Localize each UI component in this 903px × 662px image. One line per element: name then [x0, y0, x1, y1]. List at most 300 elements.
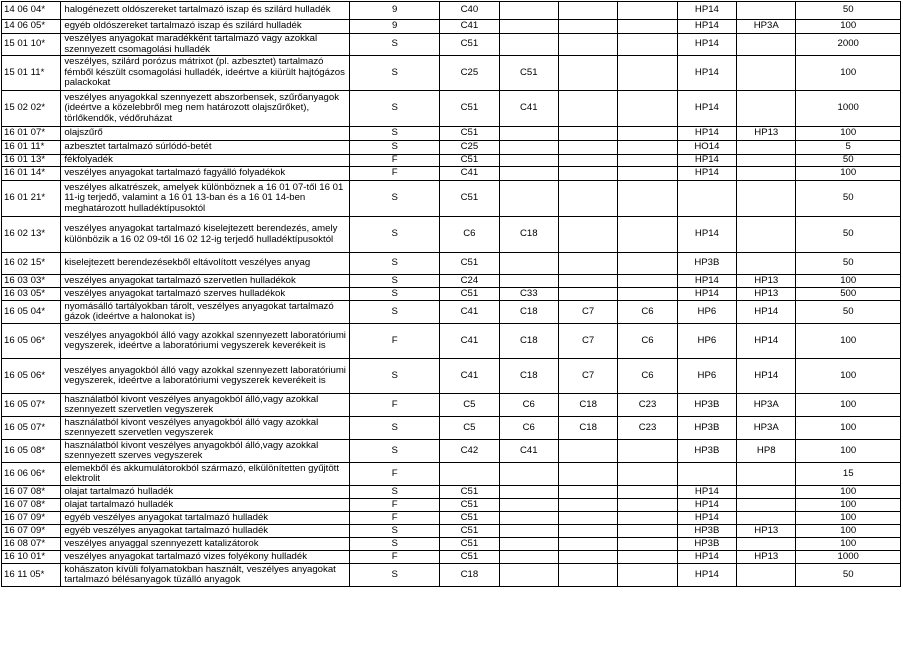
cell-h2: HP13	[737, 275, 796, 288]
cell-qty: 100	[796, 525, 901, 538]
cell-c3	[558, 217, 617, 253]
cell-c3: C7	[558, 359, 617, 394]
cell-c2	[499, 564, 558, 587]
cell-desc: egyéb oldószereket tartalmazó iszap és szilárd hulladék	[61, 20, 350, 34]
cell-code: 16 11 05*	[2, 564, 61, 587]
cell-c4	[618, 20, 677, 34]
cell-c3	[558, 499, 617, 512]
cell-h1: HP3B	[677, 417, 736, 440]
cell-c3	[558, 167, 617, 181]
cell-c1: C41	[440, 20, 499, 34]
cell-code: 16 07 09*	[2, 512, 61, 525]
cell-qty: 100	[796, 486, 901, 499]
table-row	[2, 275, 901, 288]
cell-c1: C5	[440, 394, 499, 417]
cell-c4	[618, 155, 677, 167]
cell-h1: HP3B	[677, 440, 736, 463]
cell-c2	[499, 525, 558, 538]
cell-code: 15 01 11*	[2, 56, 61, 91]
cell-h2: HP13	[737, 288, 796, 301]
cell-c3	[558, 91, 617, 127]
cell-c1: C51	[440, 34, 499, 56]
table-row	[2, 301, 901, 324]
cell-h2: HP14	[737, 301, 796, 324]
cell-h2	[737, 463, 796, 486]
cell-qty: 50	[796, 253, 901, 275]
cell-code: 14 06 04*	[2, 2, 61, 20]
cell-c2: C18	[499, 359, 558, 394]
cell-c1: C51	[440, 127, 499, 141]
cell-c4	[618, 253, 677, 275]
cell-c4	[618, 127, 677, 141]
cell-c1: C51	[440, 499, 499, 512]
cell-c4	[618, 56, 677, 91]
cell-h1: HP14	[677, 486, 736, 499]
cell-h1: HP14	[677, 275, 736, 288]
cell-c4	[618, 538, 677, 551]
cell-h2	[737, 486, 796, 499]
cell-code: 15 02 02*	[2, 91, 61, 127]
cell-h1: HP14	[677, 217, 736, 253]
cell-desc: halogénezett oldószereket tartalmazó iszap és szilárd hulladék	[61, 2, 350, 20]
cell-c4: C6	[618, 324, 677, 359]
cell-code: 16 05 07*	[2, 394, 61, 417]
cell-c3	[558, 486, 617, 499]
table-row	[2, 155, 901, 167]
table-row	[2, 417, 901, 440]
cell-c3	[558, 2, 617, 20]
cell-c2	[499, 463, 558, 486]
cell-c1: C51	[440, 512, 499, 525]
cell-qty: 50	[796, 2, 901, 20]
cell-c2: C6	[499, 394, 558, 417]
cell-c1: C25	[440, 56, 499, 91]
cell-cat: S	[350, 181, 440, 217]
cell-c2	[499, 538, 558, 551]
cell-cat: S	[350, 141, 440, 155]
cell-c1: C51	[440, 551, 499, 564]
cell-c4	[618, 141, 677, 155]
cell-c3	[558, 20, 617, 34]
table-row	[2, 56, 901, 91]
cell-h2	[737, 2, 796, 20]
cell-qty: 50	[796, 217, 901, 253]
cell-c2: C18	[499, 324, 558, 359]
table-row	[2, 463, 901, 486]
cell-c2	[499, 499, 558, 512]
cell-cat: 9	[350, 2, 440, 20]
cell-code: 16 05 06*	[2, 359, 61, 394]
cell-c1: C41	[440, 359, 499, 394]
cell-c1: C40	[440, 2, 499, 20]
cell-desc: veszélyes anyagokat tartalmazó kiselejtezett berendezés, amely különbözik a 16 02 09-től 16 02 12-ig terjedő hulladéktípusoktól	[61, 217, 350, 253]
waste-table-body	[2, 2, 901, 587]
cell-qty: 100	[796, 167, 901, 181]
cell-c2	[499, 486, 558, 499]
cell-h1: HP14	[677, 499, 736, 512]
cell-cat: F	[350, 394, 440, 417]
cell-c4	[618, 167, 677, 181]
table-row	[2, 217, 901, 253]
cell-h1: HP14	[677, 167, 736, 181]
cell-h2	[737, 141, 796, 155]
cell-c3	[558, 56, 617, 91]
cell-qty: 500	[796, 288, 901, 301]
cell-c3	[558, 181, 617, 217]
cell-cat: 9	[350, 20, 440, 34]
cell-h2	[737, 181, 796, 217]
cell-code: 16 01 11*	[2, 141, 61, 155]
cell-desc: olajszűrő	[61, 127, 350, 141]
cell-qty: 50	[796, 564, 901, 587]
cell-c1: C41	[440, 324, 499, 359]
cell-c2: C33	[499, 288, 558, 301]
cell-code: 16 01 13*	[2, 155, 61, 167]
cell-desc: egyéb veszélyes anyagokat tartalmazó hulladék	[61, 525, 350, 538]
cell-qty: 100	[796, 20, 901, 34]
table-row	[2, 512, 901, 525]
cell-c4	[618, 91, 677, 127]
cell-qty: 100	[796, 127, 901, 141]
cell-c3	[558, 141, 617, 155]
cell-h1: HP6	[677, 301, 736, 324]
cell-cat: S	[350, 564, 440, 587]
cell-desc: veszélyes anyagokat maradékként tartalmazó vagy azokkal szennyezett csomagolási hulladék	[61, 34, 350, 56]
cell-c4	[618, 525, 677, 538]
cell-qty: 100	[796, 499, 901, 512]
cell-c3	[558, 564, 617, 587]
cell-c2	[499, 253, 558, 275]
table-row	[2, 253, 901, 275]
cell-code: 16 07 08*	[2, 499, 61, 512]
cell-cat: S	[350, 301, 440, 324]
cell-code: 16 02 15*	[2, 253, 61, 275]
cell-h1: HO14	[677, 141, 736, 155]
cell-h2: HP3A	[737, 394, 796, 417]
cell-h1: HP14	[677, 288, 736, 301]
cell-desc: kohászaton kívüli folyamatokban használt, veszélyes anyagokat tartalmazó bélésanyagok tüzálló anyagok	[61, 564, 350, 587]
cell-qty: 5	[796, 141, 901, 155]
cell-c1: C51	[440, 288, 499, 301]
table-row	[2, 2, 901, 20]
cell-c4: C6	[618, 359, 677, 394]
cell-h1: HP6	[677, 324, 736, 359]
cell-cat: S	[350, 253, 440, 275]
cell-cat: F	[350, 155, 440, 167]
cell-c1: C5	[440, 417, 499, 440]
cell-code: 16 05 04*	[2, 301, 61, 324]
cell-c4	[618, 463, 677, 486]
cell-desc: veszélyes alkatrészek, amelyek különböznek a 16 01 07-től 16 01 11-ig terjedő, valamint a 16 01 13-ban és a 16 01 14-ben meghatározott hulladéktípusoktól	[61, 181, 350, 217]
cell-cat: S	[350, 417, 440, 440]
cell-code: 16 10 01*	[2, 551, 61, 564]
cell-c3	[558, 275, 617, 288]
cell-qty: 100	[796, 417, 901, 440]
cell-h1: HP3B	[677, 253, 736, 275]
cell-desc: azbesztet tartalmazó súrlódó-betét	[61, 141, 350, 155]
cell-code: 16 01 14*	[2, 167, 61, 181]
cell-c4: C23	[618, 417, 677, 440]
cell-c3	[558, 34, 617, 56]
cell-h1	[677, 463, 736, 486]
cell-c2	[499, 127, 558, 141]
cell-c1	[440, 463, 499, 486]
cell-c4	[618, 512, 677, 525]
cell-h1: HP14	[677, 34, 736, 56]
cell-h2: HP14	[737, 359, 796, 394]
table-row	[2, 486, 901, 499]
cell-c2	[499, 275, 558, 288]
cell-code: 16 08 07*	[2, 538, 61, 551]
table-row	[2, 324, 901, 359]
cell-cat: F	[350, 167, 440, 181]
cell-h1: HP14	[677, 564, 736, 587]
cell-qty: 2000	[796, 34, 901, 56]
cell-cat: S	[350, 538, 440, 551]
cell-c4	[618, 486, 677, 499]
table-row	[2, 359, 901, 394]
cell-qty: 50	[796, 155, 901, 167]
cell-h2	[737, 155, 796, 167]
cell-c2: C18	[499, 301, 558, 324]
cell-qty: 100	[796, 275, 901, 288]
cell-cat: S	[350, 56, 440, 91]
cell-c3	[558, 253, 617, 275]
waste-table	[1, 1, 901, 587]
cell-c2: C18	[499, 217, 558, 253]
cell-cat: S	[350, 275, 440, 288]
cell-desc: egyéb veszélyes anyagokat tartalmazó hulladék	[61, 512, 350, 525]
cell-desc: használatból kivont veszélyes anyagokból álló,vagy azokkal szennyezett szerves vegyszerek	[61, 440, 350, 463]
cell-c3	[558, 538, 617, 551]
cell-code: 16 07 09*	[2, 525, 61, 538]
cell-c1: C25	[440, 141, 499, 155]
cell-h2: HP8	[737, 440, 796, 463]
cell-c1: C6	[440, 217, 499, 253]
cell-h1: HP14	[677, 20, 736, 34]
cell-c1: C41	[440, 301, 499, 324]
cell-h2	[737, 167, 796, 181]
cell-code: 16 01 21*	[2, 181, 61, 217]
cell-cat: S	[350, 440, 440, 463]
cell-c4	[618, 2, 677, 20]
cell-h1: HP14	[677, 56, 736, 91]
cell-h1	[677, 181, 736, 217]
cell-c2: C41	[499, 91, 558, 127]
cell-h1: HP14	[677, 91, 736, 127]
cell-qty: 100	[796, 56, 901, 91]
cell-c4	[618, 181, 677, 217]
cell-c3: C7	[558, 301, 617, 324]
cell-desc: veszélyes anyaggal szennyezett katalizátorok	[61, 538, 350, 551]
cell-h2: HP14	[737, 324, 796, 359]
cell-desc: használatból kivont veszélyes anyagokból álló,vagy azokkal szennyezett szervetlen vegyszerek	[61, 394, 350, 417]
table-row	[2, 440, 901, 463]
cell-qty: 50	[796, 301, 901, 324]
table-row	[2, 564, 901, 587]
table-row	[2, 181, 901, 217]
cell-code: 16 03 05*	[2, 288, 61, 301]
cell-desc: veszélyes anyagokat tartalmazó szervetlen hulladékok	[61, 275, 350, 288]
cell-c3	[558, 288, 617, 301]
cell-qty: 1000	[796, 91, 901, 127]
cell-c1: C51	[440, 155, 499, 167]
table-row	[2, 20, 901, 34]
cell-c2	[499, 2, 558, 20]
cell-c2	[499, 34, 558, 56]
cell-desc: veszélyes anyagokat tartalmazó szerves hulladékok	[61, 288, 350, 301]
cell-cat: S	[350, 486, 440, 499]
cell-c1: C51	[440, 91, 499, 127]
cell-c1: C41	[440, 167, 499, 181]
table-row	[2, 288, 901, 301]
cell-c4: C6	[618, 301, 677, 324]
cell-desc: elemekből és akkumulátorokból származó, elkülönítetten gyűjtött elektrolit	[61, 463, 350, 486]
cell-h2	[737, 34, 796, 56]
table-row	[2, 91, 901, 127]
cell-cat: F	[350, 512, 440, 525]
table-row	[2, 34, 901, 56]
cell-c1: C24	[440, 275, 499, 288]
cell-c2	[499, 155, 558, 167]
cell-desc: használatból kivont veszélyes anyagokból álló vagy azokkal szennyezett szervetlen vegyszerek	[61, 417, 350, 440]
cell-desc: veszélyes, szilárd porózus mátrixot (pl. azbesztet) tartalmazó fémből készült csomagolási hulladék, ideértve a kiürült hajtógázos palackokat	[61, 56, 350, 91]
cell-cat: F	[350, 324, 440, 359]
cell-cat: S	[350, 91, 440, 127]
cell-qty: 100	[796, 440, 901, 463]
cell-c4	[618, 288, 677, 301]
cell-cat: S	[350, 34, 440, 56]
cell-cat: F	[350, 551, 440, 564]
cell-c4	[618, 217, 677, 253]
cell-qty: 100	[796, 512, 901, 525]
cell-c1: C18	[440, 564, 499, 587]
cell-qty: 100	[796, 359, 901, 394]
cell-h1: HP14	[677, 551, 736, 564]
cell-code: 16 01 07*	[2, 127, 61, 141]
cell-qty: 1000	[796, 551, 901, 564]
cell-c2: C6	[499, 417, 558, 440]
cell-code: 16 02 13*	[2, 217, 61, 253]
cell-desc: veszélyes anyagokat tartalmazó vizes folyékony hulladék	[61, 551, 350, 564]
cell-code: 14 06 05*	[2, 20, 61, 34]
cell-cat: S	[350, 359, 440, 394]
cell-h2	[737, 564, 796, 587]
cell-c3: C18	[558, 394, 617, 417]
cell-desc: olajat tartalmazó hulladék	[61, 486, 350, 499]
cell-c2: C41	[499, 440, 558, 463]
cell-h2	[737, 253, 796, 275]
cell-c4	[618, 499, 677, 512]
cell-cat: S	[350, 525, 440, 538]
cell-h2: HP3A	[737, 417, 796, 440]
cell-c3	[558, 512, 617, 525]
cell-c1: C42	[440, 440, 499, 463]
table-row	[2, 538, 901, 551]
cell-h2: HP13	[737, 551, 796, 564]
cell-qty: 100	[796, 324, 901, 359]
cell-c1: C51	[440, 538, 499, 551]
cell-qty: 100	[796, 538, 901, 551]
cell-h1: HP3B	[677, 525, 736, 538]
cell-code: 16 03 03*	[2, 275, 61, 288]
cell-h2: HP13	[737, 127, 796, 141]
cell-qty: 50	[796, 181, 901, 217]
cell-h2: HP13	[737, 525, 796, 538]
cell-c2	[499, 141, 558, 155]
cell-c2	[499, 20, 558, 34]
cell-c2	[499, 512, 558, 525]
cell-desc: fékfolyadék	[61, 155, 350, 167]
cell-c3	[558, 463, 617, 486]
cell-qty: 100	[796, 394, 901, 417]
cell-c1: C51	[440, 525, 499, 538]
cell-cat: S	[350, 217, 440, 253]
cell-c3	[558, 155, 617, 167]
cell-desc: nyomásálló tartályokban tárolt, veszélyes anyagokat tartalmazó gázok (ideértve a halonokat is)	[61, 301, 350, 324]
cell-h2	[737, 512, 796, 525]
cell-h2: HP3A	[737, 20, 796, 34]
cell-code: 16 05 08*	[2, 440, 61, 463]
cell-h2	[737, 538, 796, 551]
cell-c2	[499, 167, 558, 181]
cell-code: 16 05 07*	[2, 417, 61, 440]
cell-h1: HP3B	[677, 538, 736, 551]
cell-code: 15 01 10*	[2, 34, 61, 56]
cell-h1: HP14	[677, 127, 736, 141]
cell-c3: C7	[558, 324, 617, 359]
cell-c4	[618, 275, 677, 288]
cell-code: 16 07 08*	[2, 486, 61, 499]
table-row	[2, 394, 901, 417]
table-row	[2, 525, 901, 538]
cell-qty: 15	[796, 463, 901, 486]
cell-c3: C18	[558, 417, 617, 440]
cell-c4	[618, 551, 677, 564]
cell-h1: HP6	[677, 359, 736, 394]
cell-c4	[618, 34, 677, 56]
cell-h1: HP14	[677, 155, 736, 167]
cell-code: 16 06 06*	[2, 463, 61, 486]
table-row	[2, 127, 901, 141]
cell-c1: C51	[440, 253, 499, 275]
cell-h1: HP3B	[677, 394, 736, 417]
cell-c1: C51	[440, 181, 499, 217]
cell-cat: F	[350, 463, 440, 486]
cell-c3	[558, 525, 617, 538]
table-row	[2, 499, 901, 512]
cell-desc: olajat tartalmazó hulladék	[61, 499, 350, 512]
cell-cat: S	[350, 288, 440, 301]
cell-code: 16 05 06*	[2, 324, 61, 359]
cell-c3	[558, 440, 617, 463]
cell-desc: veszélyes anyagokból álló vagy azokkal szennyezett laboratóriumi vegyszerek, ideértve a laboratóriumi vegyszerek keverékeit is	[61, 324, 350, 359]
cell-c3	[558, 551, 617, 564]
cell-h1: HP14	[677, 512, 736, 525]
cell-desc: veszélyes anyagokat tartalmazó fagyálló folyadékok	[61, 167, 350, 181]
cell-h2	[737, 499, 796, 512]
cell-desc: kiselejtezett berendezésekből eltávolított veszélyes anyag	[61, 253, 350, 275]
cell-c4	[618, 564, 677, 587]
cell-c1: C51	[440, 486, 499, 499]
cell-c4: C23	[618, 394, 677, 417]
cell-c2	[499, 551, 558, 564]
table-row	[2, 167, 901, 181]
table-row	[2, 551, 901, 564]
cell-c4	[618, 440, 677, 463]
cell-c2	[499, 181, 558, 217]
cell-cat: S	[350, 127, 440, 141]
